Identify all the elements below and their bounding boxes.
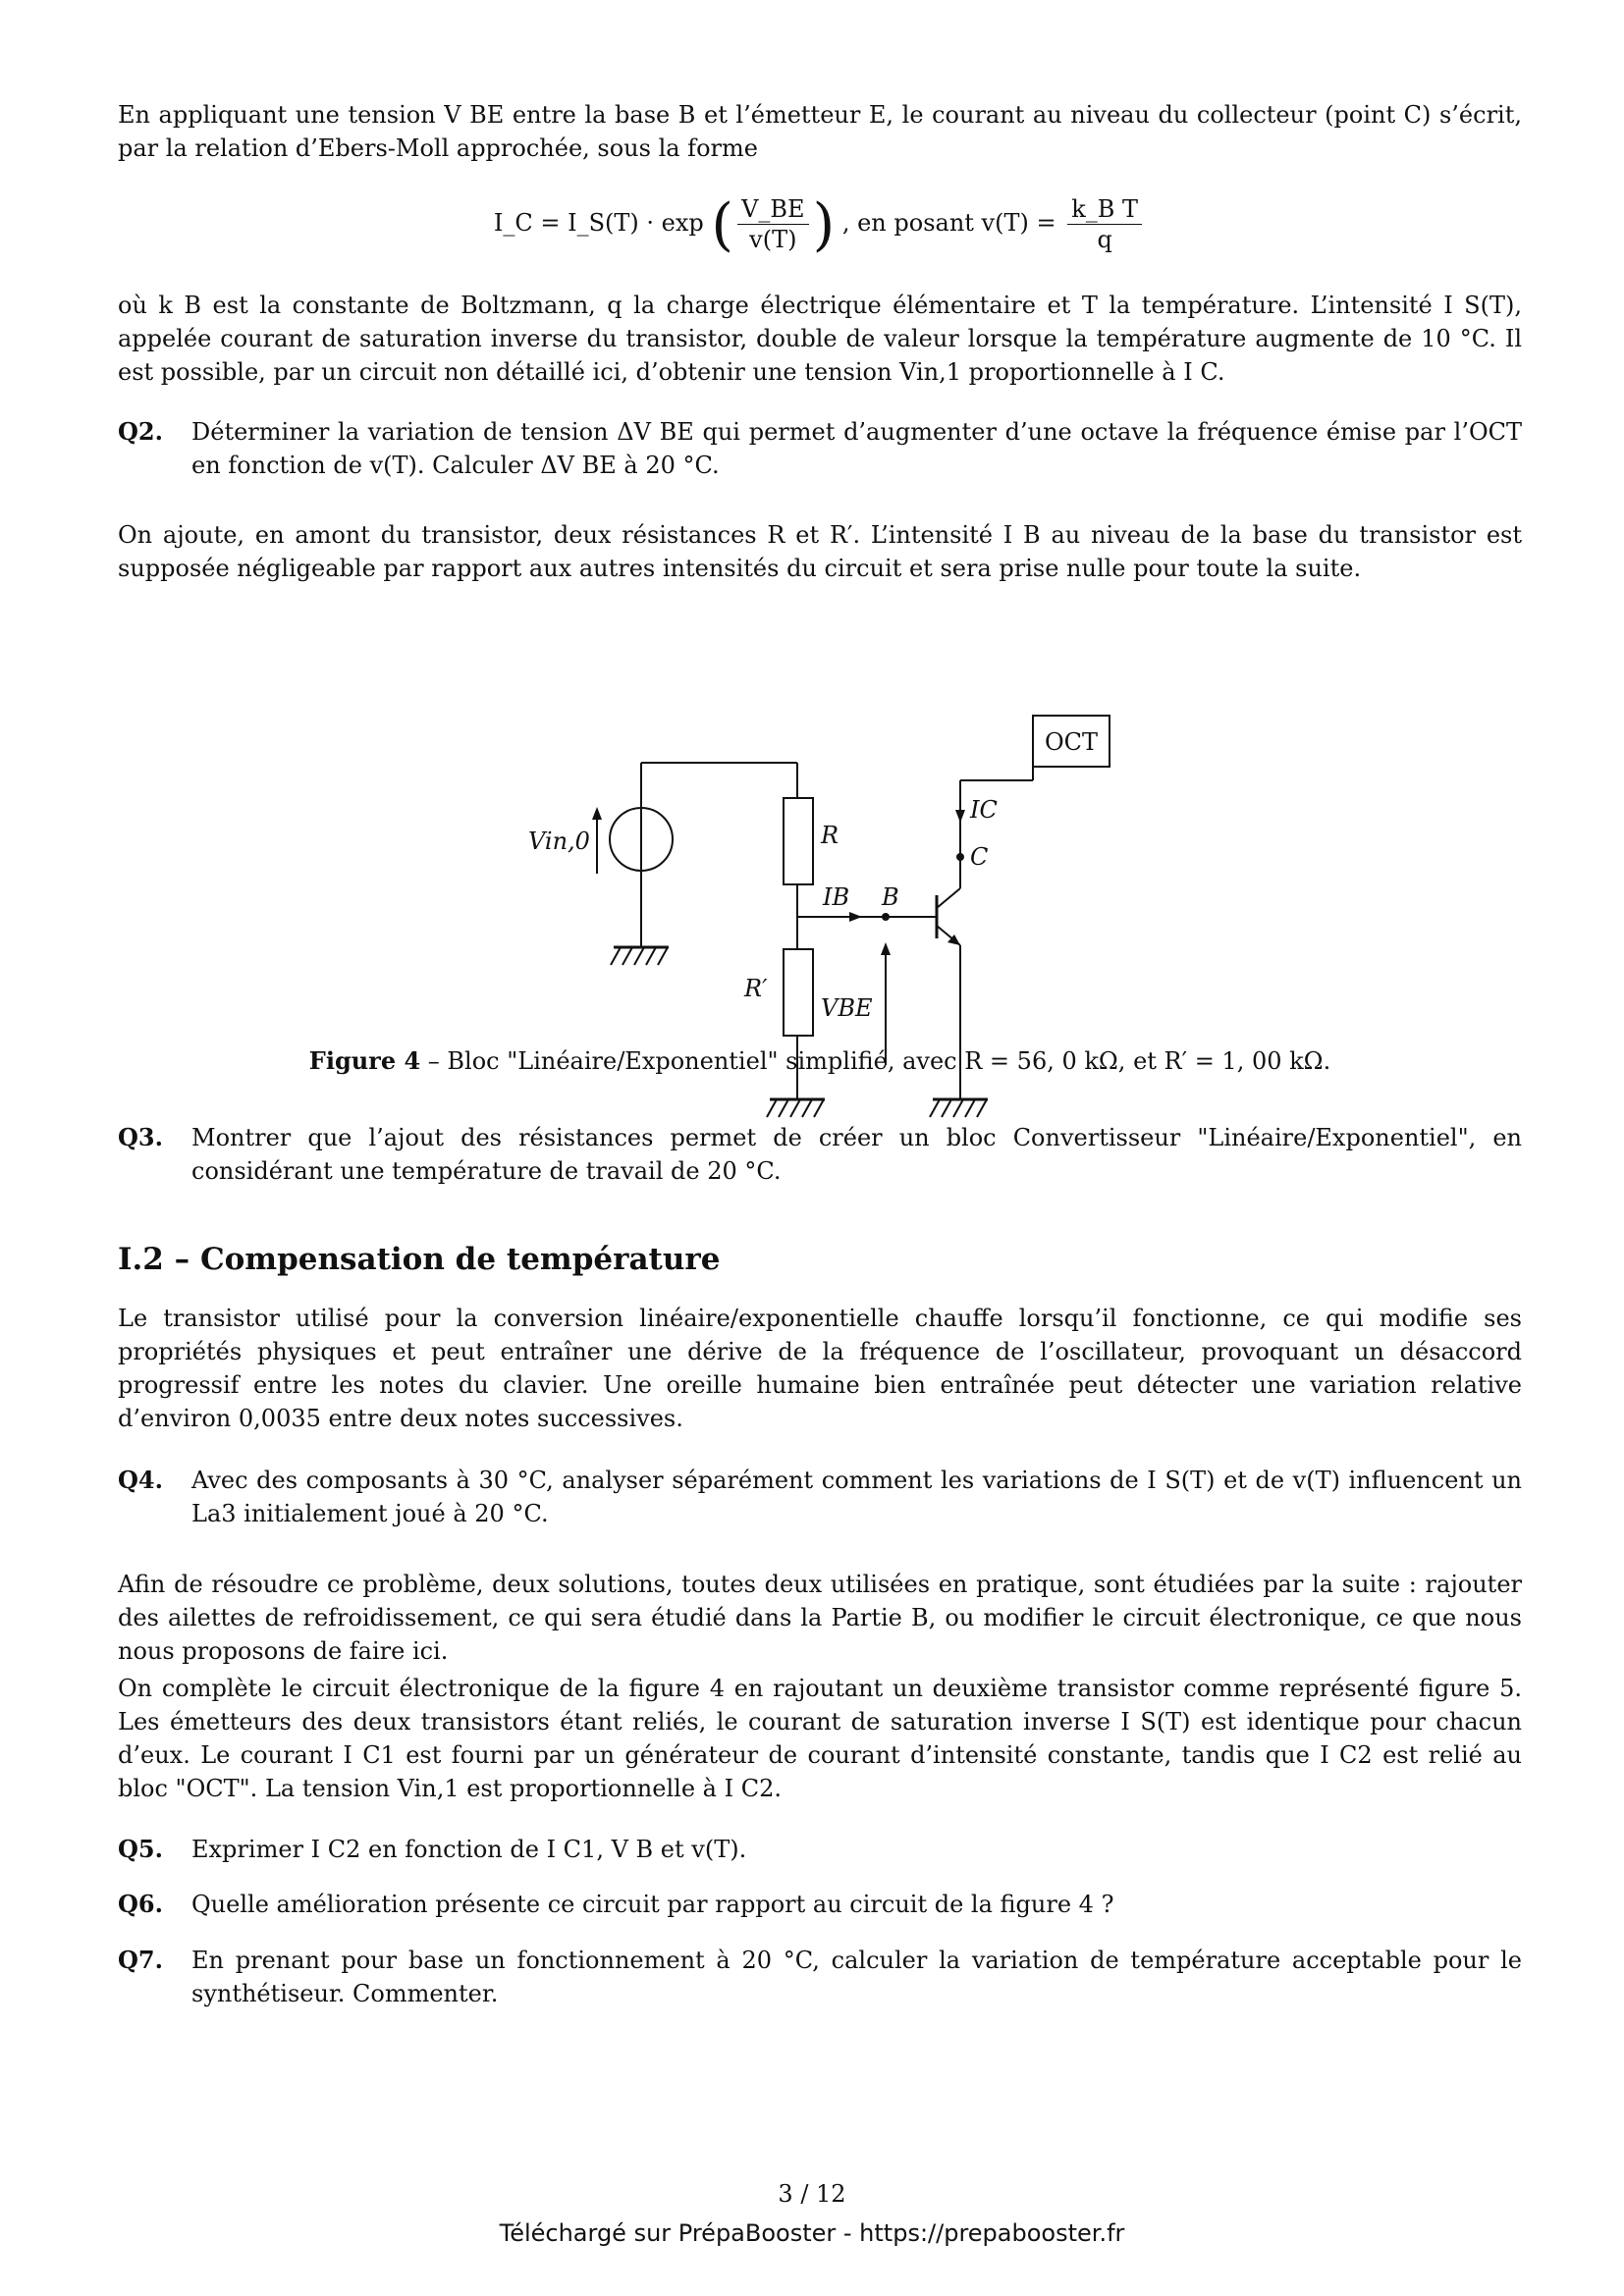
fraction-denominator-2: q <box>1097 226 1112 253</box>
download-footer: Téléchargé sur PrépaBooster - https://prepabooster.fr <box>499 2219 1125 2247</box>
label-ic: IC <box>970 796 998 824</box>
caption-text: – Bloc "Linéaire/Exponentiel" simplifié, avec R = 56, 0 kΩ, et R′ = 1, 00 kΩ. <box>420 1047 1331 1075</box>
question-q7 <box>118 1944 1522 2010</box>
fraction-denominator: v(T) <box>749 226 797 253</box>
question-q3 <box>118 1121 1522 1188</box>
equation-ebers-moll: I_C = I_S(T) · exp ( $\frac{V\_BE}{v(T)}$ ) , en posant v(T) = $\frac{\text{k\_B T}}{q}$ <box>118 194 1522 254</box>
fraction-kbt-q <box>1067 194 1142 254</box>
caption-label: Figure 4 <box>308 1046 421 1075</box>
label-r-prime: R′ <box>744 975 768 1002</box>
label-b: B <box>882 883 899 911</box>
arrow-ic-icon <box>955 810 965 823</box>
paragraph-text: On complète le circuit électronique de la figure 4 en rajoutant un deuxième transistor comme représenté figure 5. Les émetteurs des deux transistors étant reliés, le courant de saturation inverse I S(T) est identique pour chacun d’eux. Le courant I C1 est fourni par un générateur de courant d’intensité constante, tandis que I C2 est relié au bloc "OCT". La tension Vin,1 est proportionnelle à I C2. <box>118 1675 1522 1802</box>
paragraph-text: On ajoute, en amont du transistor, deux résistances R et R′. L’intensité I B au niveau de la base du transistor est supposée négligeable par rapport aux autres intensités du circuit et sera prise nulle pour toute la suite. <box>118 521 1522 582</box>
paragraph-resistances <box>118 518 1522 585</box>
question-q2 <box>118 415 1522 482</box>
question-number: Q6. <box>118 1890 163 1918</box>
resistor-r-icon <box>784 798 813 884</box>
question-q5 <box>118 1833 1522 1866</box>
question-number: Q5. <box>118 1835 163 1863</box>
fraction-numerator: V_BE <box>737 194 809 225</box>
question-text: Avec des composants à 30 °C, analyser séparément comment les variations de I S(T) et de v(T) influencent un La3 initialement joué à 20 °C. <box>191 1467 1522 1527</box>
label-c: C <box>970 843 989 871</box>
question-number: Q4. <box>118 1466 163 1494</box>
question-text: En prenant pour base un fonctionnement à 20 °C, calculer la variation de température acceptable pour le synthétiseur. Commenter. <box>191 1947 1522 2007</box>
question-number: Q2. <box>118 417 163 446</box>
question-number: Q7. <box>118 1946 163 1974</box>
question-text: Exprimer I C2 en fonction de I C1, V B et v(T). <box>191 1836 747 1863</box>
arrow-ib-icon <box>849 912 862 922</box>
fraction-vbe-vt <box>737 194 809 254</box>
label-oct: OCT <box>1044 728 1099 756</box>
node-b-dot <box>882 913 890 921</box>
equation-lhs: I_C = I_S(T) · exp <box>493 209 704 237</box>
question-q4 <box>118 1464 1522 1530</box>
node-c-dot <box>956 853 964 861</box>
paragraph-text: où k B est la constante de Boltzmann, q la charge électrique élémentaire et T la température. L’intensité I S(T), appelée courant de saturation inverse du transistor, double de valeur lorsque la température augmente de 10 °C. Il est possible, par un circuit non détaillé ici, d’obtenir une tension Vin,1 proportionnelle à I C. <box>118 292 1522 386</box>
equation-mid: , en posant v(T) = <box>841 209 1056 237</box>
paragraph-second-transistor <box>118 1672 1522 1805</box>
paragraph-ebers-moll-intro <box>118 98 1522 165</box>
label-vbe: VBE <box>821 994 873 1022</box>
figure-caption <box>118 1044 1522 1078</box>
question-number: Q3. <box>118 1123 163 1151</box>
resistor-r-prime-icon <box>784 949 813 1036</box>
paragraph-solutions <box>118 1568 1522 1668</box>
section-title: I.2 – Compensation de température <box>118 1242 721 1277</box>
arrow-vbe-icon <box>881 942 891 955</box>
arrow-vin-icon <box>592 807 602 820</box>
paragraph-heating <box>118 1302 1522 1435</box>
label-vin: Vin,0 <box>528 828 590 855</box>
question-text: Quelle amélioration présente ce circuit par rapport au circuit de la figure 4 ? <box>191 1891 1114 1918</box>
fraction-numerator-2: k_B T <box>1067 194 1142 225</box>
paragraph-saturation-current <box>118 289 1522 389</box>
paragraph-text: Afin de résoudre ce problème, deux solutions, toutes deux utilisées en pratique, sont étudiées par la suite : rajouter des ailettes de refroidissement, ce qui sera étudié dans la Partie B, ou modifier le circuit électronique, ce que nous nous proposons de faire ici. <box>118 1571 1522 1665</box>
paragraph-text: En appliquant une tension V BE entre la base B et l’émetteur E, le courant au niveau du collecteur (point C) s’écrit, par la relation d’Ebers-Moll approchée, sous la forme <box>118 101 1522 162</box>
paragraph-text: Le transistor utilisé pour la conversion linéaire/exponentielle chauffe lorsqu’il fonctionne, ce qui modifie ses propriétés physiques et peut entraîner une dérive de la fréquence de l’oscillateur, provoquant un désaccord progressif entre les notes du clavier. Une oreille humaine bien entraînée peut détecter une variation relative d’environ 0,0035 entre deux notes successives. <box>118 1305 1522 1432</box>
page-number: 3 / 12 <box>778 2180 846 2208</box>
question-text: Montrer que l’ajout des résistances permet de créer un bloc Convertisseur "Linéaire/Exponentiel", en considérant une température de travail de 20 °C. <box>191 1124 1522 1185</box>
label-r: R <box>821 822 839 849</box>
question-q6 <box>118 1888 1522 1921</box>
label-ib: IB <box>823 883 850 911</box>
question-text: Déterminer la variation de tension ΔV BE qui permet d’augmenter d’une octave la fréquence émise par l’OCT en fonction de v(T). Calculer ΔV BE à 20 °C. <box>191 418 1522 479</box>
